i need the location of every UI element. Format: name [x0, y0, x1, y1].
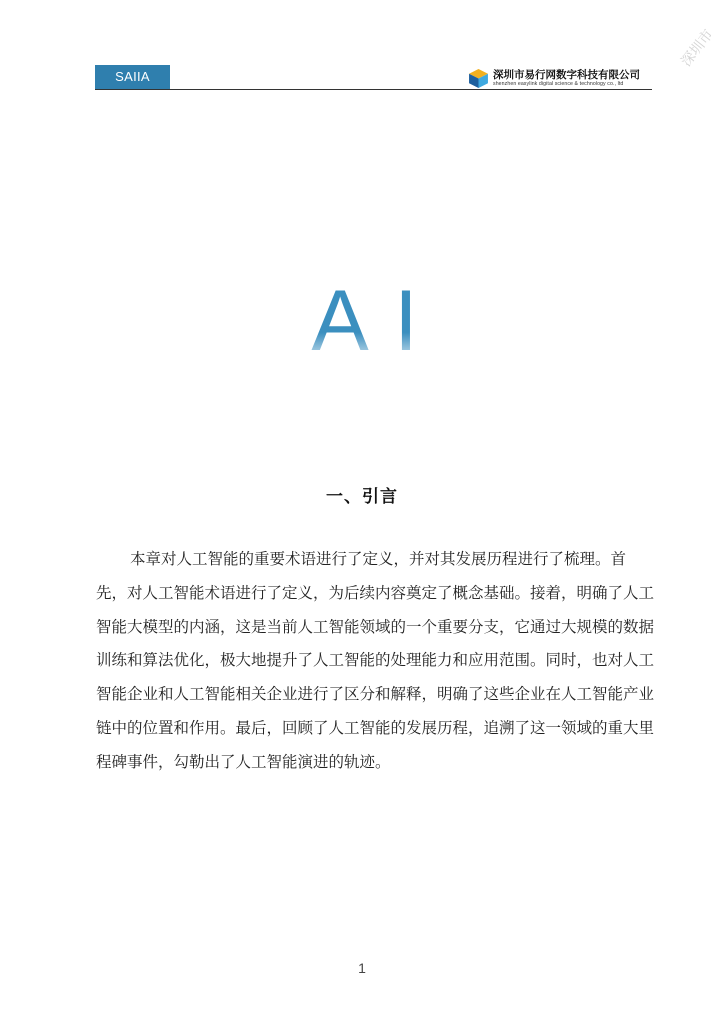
section-paragraph: 本章对人工智能的重要术语进行了定义，并对其发展历程进行了梳理。首先，对人工智能术语进行了定义，为后续内容奠定了概念基础。接着，明确了人工智能大模型的内涵，这是当前人工智能领域的一个重要分支，它通过大规模的数据训练和算法优化，极大地提升了人工智能的处理能力和应用范围。同时，也对人工智能企业和人工智能相关企业进行了区分和解释，明确了这些企业在人工智能产业链中的位置和作用。最后，回顾了人工智能的发展历程，追溯了这一领域的重大里程碑事件，勾勒出了人工智能演进的轨迹。 — [96, 550, 655, 771]
company-name-en: shenzhen easylink digital science & technology co., ltd — [493, 80, 624, 87]
ai-graphic — [310, 280, 420, 380]
company-name-cn: 深圳市易行网数字科技有限公司 — [493, 68, 640, 81]
cube-logo-icon — [468, 68, 489, 89]
ai-letter-a: A — [311, 280, 369, 369]
section-heading: 一、引言 — [326, 487, 398, 507]
ai-letters — [310, 280, 420, 380]
company-logo — [468, 66, 640, 90]
header-badge: SAIIA — [95, 65, 170, 89]
watermark-text: 深圳市 — [678, 26, 717, 70]
company-name — [493, 69, 640, 88]
ai-letter-i: I — [394, 280, 418, 369]
page-number: 1 — [358, 960, 366, 976]
header-divider — [95, 89, 652, 90]
